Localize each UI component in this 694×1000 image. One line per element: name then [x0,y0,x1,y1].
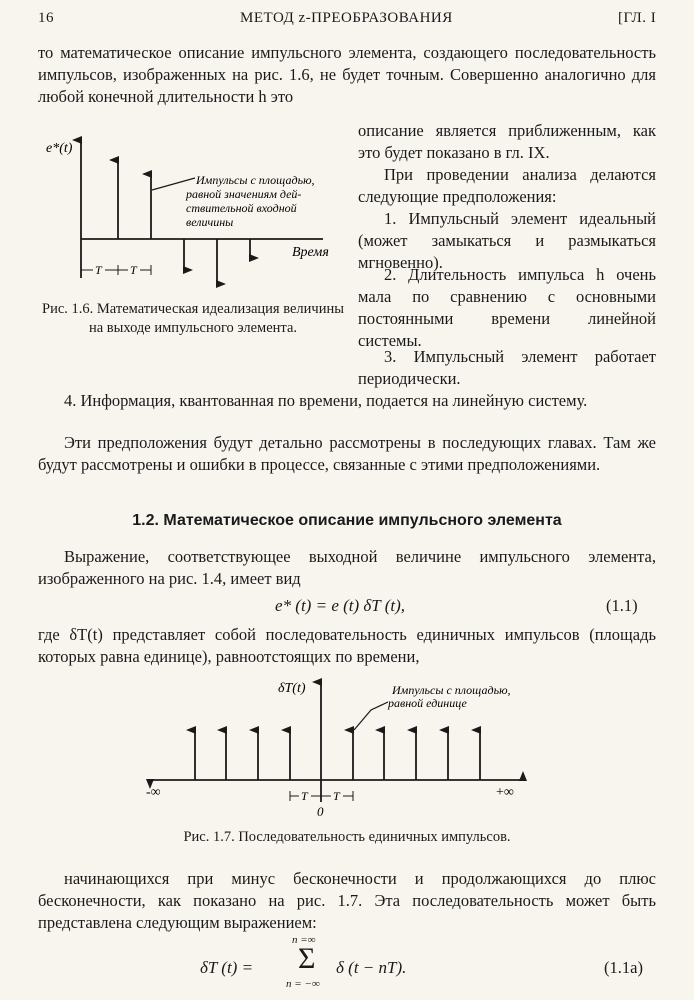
fig17-annotation-line: равной единице [388,696,467,710]
paragraph-3: Эти предположения будут детально рассмотрены в последующих главах. Там же будут рассмотрены и ошибки в процессе, связанные с этими предположениями. [38,433,656,474]
assumption-4: 4. Информация, квантованная по времени, подается на линейную систему. [64,391,588,410]
fig17-period-label-1: T [301,789,308,803]
fig17-ylabel: δT(t) [278,681,306,696]
paragraph-1-continued: описание является приближенным, как это будет показано в гл. IX. [358,121,656,162]
fig16-annotation-line: равной значениям дей- [186,187,302,201]
fig16-xlabel: Время [292,245,329,260]
assumption-1: 1. Импульсный элемент идеальный (может замыкаться и размыкаться мгновенно). [358,209,656,272]
paragraph-1: то математическое описание импульсного элемента, создающего последовательность импульсов, изображенных на рис. 1.6, не будет точным. Совершенно аналогично для любой конечной длительности h это [38,43,656,106]
figure-1-6 [38,128,344,288]
fig16-ylabel: e*(t) [46,141,73,156]
fig16-period-label-1: T [95,263,102,277]
running-title: МЕТОД z-ПРЕОБРАЗОВАНИЯ [240,10,453,26]
fig16-annotation-line: величины [186,215,234,229]
equation-1-1a-lhs: δT (t) = [200,958,254,977]
assumption-2: 2. Длительность импульса h очень мала по сравнению с основными постоянными времени линейной системы. [358,265,656,350]
equation-1-1a-rhs: δ (t − nT). [336,958,407,977]
equation-1-1a-lower-limit: n = −∞ [286,978,320,990]
fig17-origin-label: 0 [317,804,324,819]
fig17-period-label-2: T [333,789,340,803]
paragraph-4: Выражение, соответствующее выходной величине импульсного элемента, изображенного на рис. 1.4, имеет вид [38,547,656,588]
fig17-right-infinity: +∞ [496,785,514,800]
fig17-annotation [387,683,511,710]
figure-1-7 [138,676,538,822]
paragraph-6: начинающихся при минус бесконечности и продолжающихся до плюс бесконечности, как показано на рис. 1.7. Эта последовательность может быть представлена следующим выражением: [38,869,656,932]
equation-1-1a-number: (1.1a) [604,958,643,977]
fig16-annotation [185,173,315,229]
figure-1-7-caption: Рис. 1.7. Последовательность единичных импульсов. [183,829,511,845]
chapter-label: [ГЛ. I [618,10,657,26]
fig17-annotation-leader [354,702,388,730]
fig17-annotation-line: Импульсы с площадью, [392,683,511,697]
equation-1-1: e* (t) = e (t) δT (t), [275,596,405,615]
fig17-left-infinity: -∞ [146,785,161,800]
equation-1-1a-upper-limit: n =∞ [292,934,316,946]
section-title: 1.2. Математическое описание импульсного элемента [132,512,562,529]
fig16-annotation-line: ствительной входной [186,201,297,215]
fig16-period-label-2: T [130,263,137,277]
figure-1-6-caption: Рис. 1.6. Математическая идеализация величины на выходе импульсного элемента. [42,301,344,336]
equation-1-1a-sum-symbol: Σ [298,942,316,975]
paragraph-2: При проведении анализа делаются следующие предположения: [358,165,656,206]
assumption-3: 3. Импульсный элемент работает периодически. [358,347,656,388]
equation-1-1-number: (1.1) [606,596,638,615]
fig16-annotation-line: Импульсы с площадью, [196,173,315,187]
page-number: 16 [38,10,54,26]
paragraph-5: где δT(t) представляет собой последовательность единичных импульсов (площадь которых равна единице), равноотстоящих по времени, [38,625,656,666]
